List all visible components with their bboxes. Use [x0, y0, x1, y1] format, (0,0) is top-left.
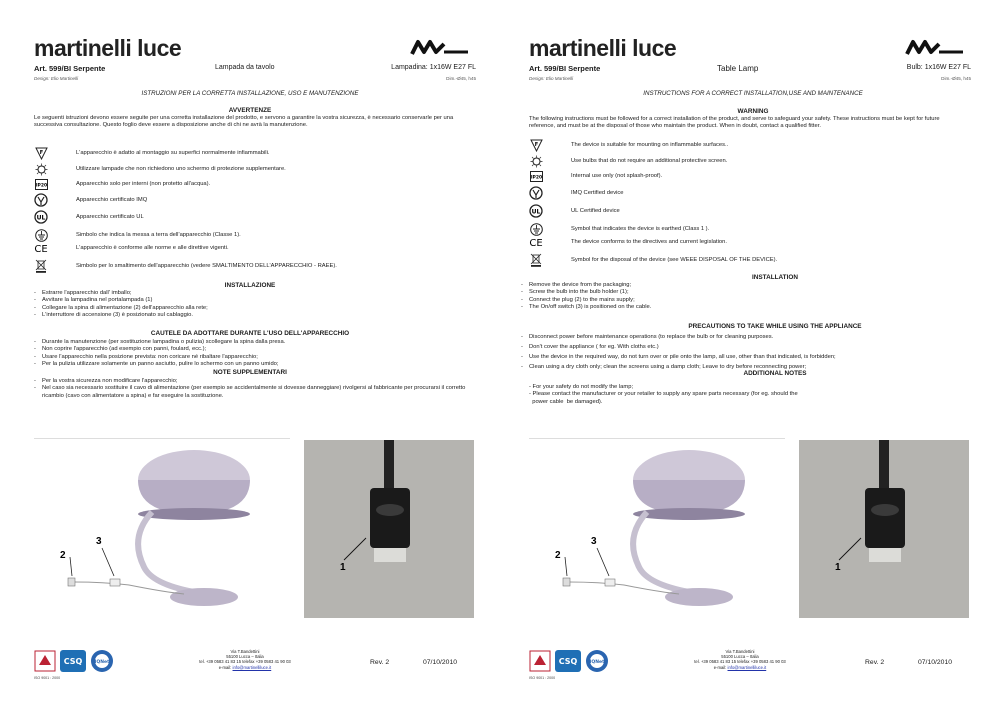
flammable-surface-icon — [529, 138, 543, 152]
label-switch: 3 — [96, 536, 102, 547]
list-item: - Usare l'apparecchio nella posizione prevista: non coricare né ribaltare l'apparecchio; — [34, 354, 470, 361]
document-date: 07/10/2010 — [423, 659, 458, 666]
symbol-row: CE The device conforms to the directives and current legislation. — [529, 235, 543, 249]
certification-logos — [529, 648, 609, 674]
symbol-row: Utilizzare lampade che non richiedono uno schermo di protezione supplementare. — [34, 162, 48, 176]
symbol-row: IMQ Certified device — [529, 186, 543, 200]
list-item: - Nel caso sia necessario sostituire il cavo di alimentazione (per esempio se accidentalmente si dovesse danneggiare) rivolgersi al fabbricante per procurarsi il corretto ricambio (cavo con alimentatore a spina) e far eseguire la sostituzione. — [34, 385, 470, 400]
bulb-photo — [304, 440, 474, 618]
symbol-row: UL Apparecchio certificato UL — [34, 210, 48, 224]
svg-text:UL: UL — [531, 208, 541, 216]
svg-text:UL: UL — [36, 214, 46, 222]
list-item: - Screw the bulb into the bulb holder (1); — [521, 289, 957, 296]
ul-icon — [529, 204, 543, 218]
brand-logo-text: martinelli luce — [34, 35, 182, 61]
svg-text:CSQ: CSQ — [558, 657, 578, 666]
ul-icon — [34, 210, 48, 224]
list-item: - Please contact the manufacturer or your retailer to supply any spare parts necessary (for eg. should the — [529, 391, 798, 398]
cert-caption: ISO 9001 : 2000 — [529, 676, 556, 680]
instructions-title: ISTRUZIONI PER LA CORRETTA INSTALLAZIONE, USO E MANUTENZIONE — [141, 90, 359, 97]
product-name: Lampada da tavolo — [215, 64, 275, 71]
document-date: 07/10/2010 — [918, 659, 953, 666]
designer: Design: Elio Martinelli — [34, 76, 79, 81]
divider — [34, 438, 290, 439]
symbol-row: Simbolo che indica la messa a terra dell'apparecchio (Classe 1). — [34, 228, 48, 242]
installation-title: INSTALLAZIONE — [224, 282, 276, 289]
bulb-spec: Bulb: 1x16W E27 FL — [906, 64, 971, 71]
weee-bin-icon — [529, 253, 543, 267]
bulb-photo — [799, 440, 969, 618]
imq-icon — [529, 186, 543, 200]
notes-title: ADDITIONAL NOTES — [743, 370, 807, 377]
earth-icon — [529, 222, 543, 236]
article-code: Art. 599/BI Serpente — [529, 64, 601, 73]
symbol-row: Use bulbs that do not require an additional protective screen. — [529, 154, 543, 168]
iqnet-icon — [585, 649, 609, 673]
svg-text:IP20: IP20 — [530, 175, 542, 180]
iqnet-icon — [90, 649, 114, 673]
list-item: power cable be damaged). — [529, 398, 603, 405]
symbol-row: IP20 Apparecchio solo per interni (non protetto all'acqua). — [34, 177, 48, 191]
warning-text: The following instructions must be followed for a correct installation of the product, and serve to safeguard your safety. These instructions must be kept for future reference, and must be at the disposal of those who maintain the product. When in doubt, contact a qualified fitter. — [529, 116, 940, 130]
label-switch: 3 — [591, 536, 597, 547]
ip20-icon — [34, 177, 48, 191]
svg-text:CSQ: CSQ — [63, 657, 83, 666]
bulb-spec: Lampadina: 1x16W E27 FL — [391, 64, 476, 71]
list-item: - Connect the plug (2) to the mains supply; — [521, 297, 957, 304]
revision: Rev. 2 — [865, 659, 885, 666]
list-item: - The On/off switch (3) is positioned on the cable. — [521, 304, 957, 311]
list-item: - Use the device in the required way, do not turn over or pile onto the lamp, all use, other than that indicated, is forbidden; — [521, 352, 957, 362]
iso-9001-icon — [529, 650, 551, 672]
email-link[interactable]: info@martinelliluce.it — [727, 664, 767, 670]
warning-title: WARNING — [737, 108, 769, 115]
svg-text:CE: CE — [34, 244, 48, 254]
lamp-no-screen-icon — [529, 154, 543, 168]
installation-list — [521, 282, 957, 311]
symbol-row: Symbol for the disposal of the device (see WEEE DISPOSAL OF THE DEVICE). — [529, 253, 543, 267]
notes-title: NOTE SUPPLEMENTARI — [213, 369, 287, 376]
article-code: Art. 599/BI Serpente — [34, 64, 106, 73]
certification-logos — [34, 648, 114, 674]
list-item: - Don't cover the appliance ( for eg. With cloths etc.) — [521, 342, 957, 352]
divider — [529, 438, 785, 439]
product-name: Table Lamp — [717, 64, 759, 73]
weee-bin-icon — [34, 259, 48, 273]
csq-icon — [555, 650, 581, 672]
symbol-row: CE L'apparecchio è conforme alle norme e alle direttive vigenti. — [34, 241, 48, 255]
company-address: Via T.Bandettini 55100 Lucca – Italia tel. +39 0583 41 83 15 telefax +39 0583 41 90 03 e-mail: info@martinelliluce.it — [694, 649, 786, 670]
notes-list — [529, 384, 965, 406]
lamp-no-screen-icon — [34, 162, 48, 176]
lamp-photo — [529, 442, 787, 618]
list-item: - Non coprire l'apparecchio (ad esempio con panni, foulard, ecc.); — [34, 346, 470, 353]
svg-text:IP20: IP20 — [35, 183, 47, 188]
warning-text: Le seguenti istruzioni devono essere seguite per una corretta installazione del prodotto, e servono a garantire la vostra sicurezza, è necessario conservarle per una successiva consultazione. Questo foglio deve essere a disposizione anche di chi ne avrà la manutenzione. — [34, 115, 454, 129]
precautions-list — [34, 339, 470, 368]
label-plug: 2 — [555, 550, 561, 561]
earth-icon — [34, 228, 48, 242]
list-item: - Per la pulizia utilizzare solamente un panno asciutto, pulire lo schermo con un panno umido; — [34, 361, 470, 368]
email-link[interactable]: info@martinelliluce.it — [232, 664, 272, 670]
list-item: - Clean using a dry cloth only; clean the screens using a damp cloth; Leave to dry before reconnecting power; — [521, 362, 957, 372]
label-plug: 2 — [60, 550, 66, 561]
list-item: - L'interruttore di accensione (3) è posizionato sul cablaggio. — [34, 312, 470, 319]
precautions-list — [521, 332, 957, 372]
symbol-row: Simbolo per lo smaltimento dell'apparecchio (vedere SMALTIMENTO DELL'APPARECCHIO - RAEE). — [34, 259, 48, 273]
symbol-row: IP20 Internal use only (not splash-proof). — [529, 169, 543, 183]
installation-title: INSTALLATION — [752, 274, 798, 281]
brand-mark-icon — [905, 38, 965, 56]
sheet-english — [525, 0, 987, 701]
sheet-italian — [30, 0, 492, 701]
list-item: - For your safety do not modify the lamp; — [529, 384, 634, 390]
installation-list — [34, 290, 470, 319]
dimensions: Dim.-Ø45, h45 — [446, 76, 476, 81]
svg-text:F: F — [534, 141, 538, 148]
flammable-surface-icon — [34, 146, 48, 160]
company-address: Via T.Bandettini 55100 Lucca – Italia tel. +39 0583 41 83 15 telefax +39 0583 41 90 03 e-mail: info@martinelliluce.it — [199, 649, 291, 670]
symbol-row: UL UL Certified device — [529, 204, 543, 218]
dimensions: Dim.-Ø45, h45 — [941, 76, 971, 81]
ce-icon — [34, 241, 48, 255]
brand-logo-text: martinelli luce — [529, 35, 677, 61]
warning-title: AVVERTENZE — [228, 107, 272, 114]
list-item: - Per la vostra sicurezza non modificare l'apparecchio; — [34, 378, 470, 385]
svg-text:F: F — [39, 149, 43, 156]
symbol-row: Apparecchio certificato IMQ — [34, 193, 48, 207]
list-item: - Disconnect power before maintenance operations (to replace the bulb or for cleaning purposes. — [521, 332, 957, 342]
list-item: - Avvitare la lampadina nel portalampada (1) — [34, 297, 470, 304]
svg-text:IQNet: IQNet — [94, 660, 110, 665]
label-bulb: 1 — [835, 562, 841, 573]
ce-icon — [529, 235, 543, 249]
cert-caption: ISO 9001 : 2000 — [34, 676, 61, 680]
instructions-title: INSTRUCTIONS FOR A CORRECT INSTALLATION,USE AND MAINTENANCE — [643, 90, 863, 97]
list-item: - Remove the device from the packaging; — [521, 282, 957, 289]
imq-icon — [34, 193, 48, 207]
symbol-row: F The device is suitable for mounting on inflammable surfaces.. — [529, 138, 543, 152]
precautions-title: CAUTELE DA ADOTTARE DURANTE L'USO DELL'APPARECCHIO — [150, 330, 350, 337]
brand-mark-icon — [410, 38, 470, 56]
list-item: - Collegare la spina di alimentazione (2) dell'apparecchio alla rete; — [34, 305, 470, 312]
csq-icon — [60, 650, 86, 672]
iso-9001-icon — [34, 650, 56, 672]
label-bulb: 1 — [340, 562, 346, 573]
lamp-photo — [34, 442, 292, 618]
list-item: - Durante la manutenzione (per sostituzione lampadina o pulizia) scollegare la spina dalla presa. — [34, 339, 470, 346]
precautions-title: PRECAUTIONS TO TAKE WHILE USING THE APPLIANCE — [688, 323, 862, 330]
symbol-row: F L'apparecchio è adatto al montaggio su superfici normalmente infiammabili. — [34, 146, 48, 160]
revision: Rev. 2 — [370, 659, 390, 666]
ip20-icon — [529, 169, 543, 183]
svg-text:CE: CE — [529, 238, 543, 248]
notes-list — [34, 378, 470, 400]
designer: Design: Elio Martinelli — [529, 76, 574, 81]
symbol-row: Symbol that indicates the device is earthed (Class 1 ). — [529, 222, 543, 236]
list-item: - Estrarre l'apparecchio dall' imballo; — [34, 290, 470, 297]
svg-text:IQNet: IQNet — [589, 660, 605, 665]
